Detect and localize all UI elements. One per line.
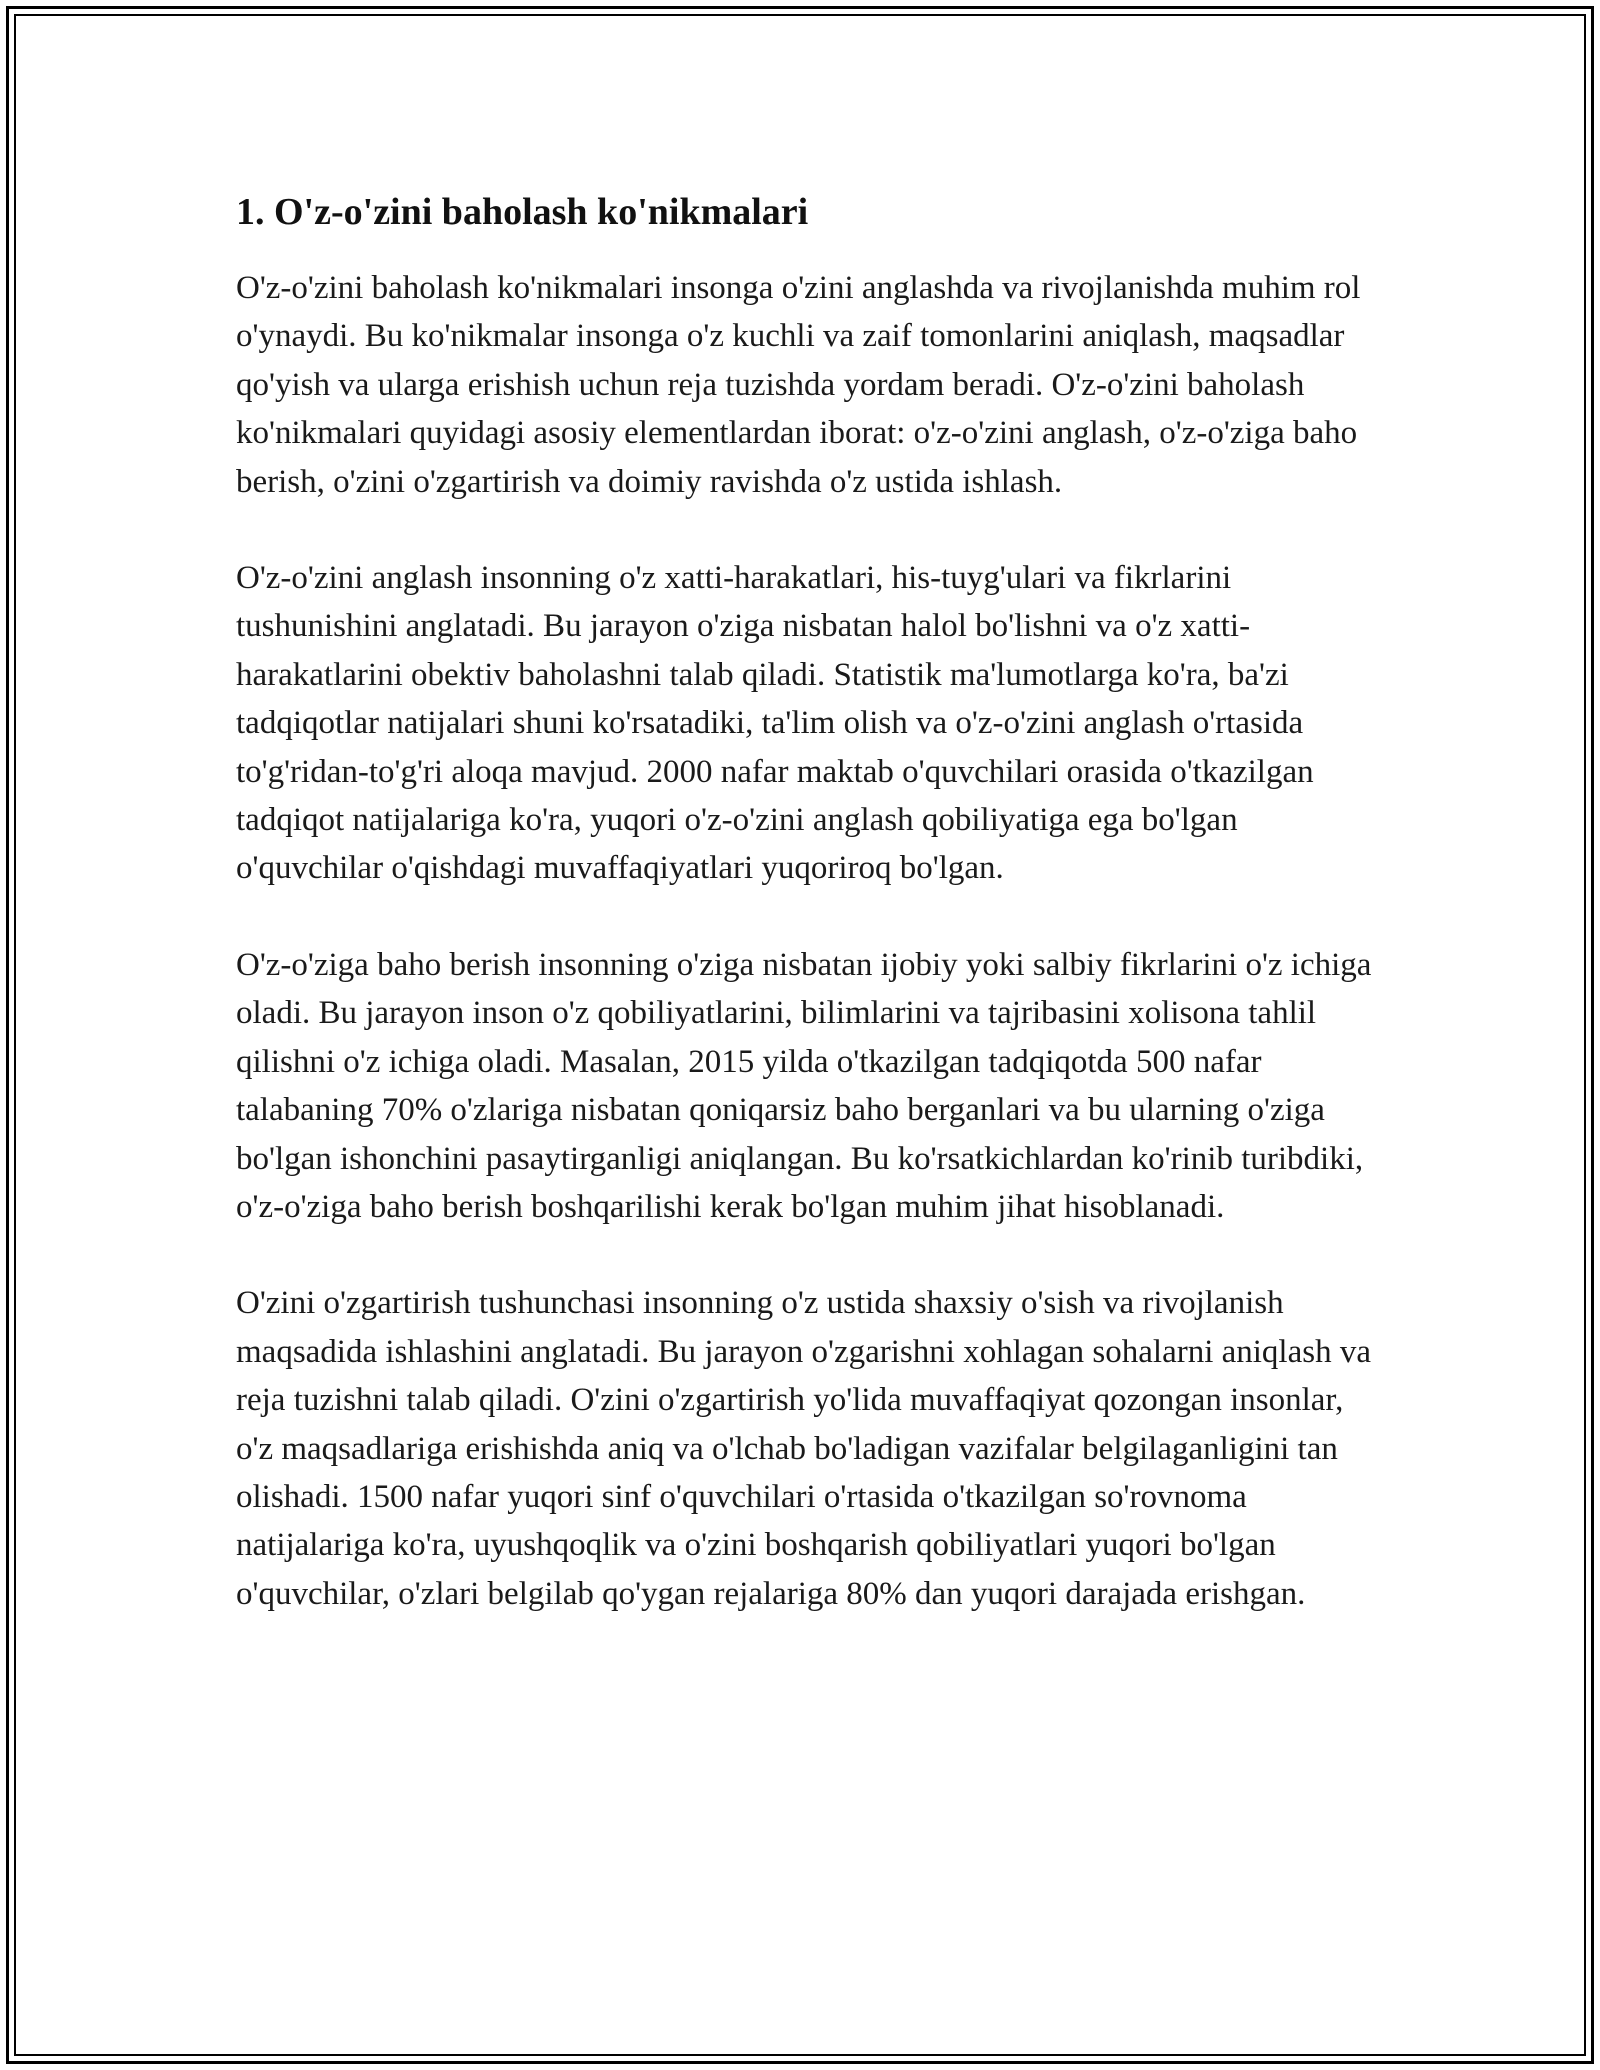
paragraph-self-change: O'zini o'zgartirish tushunchasi insonning o'z ustida shaxsiy o'sish va rivojlanish maqsadida ishlashini anglatadi. Bu jarayon o'zgarishni xohlagan sohalarni aniqlash va reja tuzishni talab qiladi. O'zini o'zgartirish yo'lida muvaffaqiyat qozongan insonlar, o'z maqsadlariga erishishda aniq va o'lchab bo'ladigan vazifalar belgilaganligini tan olishadi. 1500 nafar yuqori sinf o'quvchilari o'rtasida o'tkazilgan so'rovnoma natijalariga ko'ra, uyushqoqlik va o'zini boshqarish qobiliyatlari yuqori bo'lgan o'quvchilar, o'zlari belgilab qo'ygan rejalariga 80% dan yuqori darajada erishgan. [236,1285,1371,1612]
paragraph-self-evaluation: O'z-o'ziga baho berish insonning o'ziga nisbatan ijobiy yoki salbiy fikrlarini o'z ichiga oladi. Bu jarayon inson o'z qobiliyatlarini, bilimlarini va tajribasini xolisona tahlil qilishni o'z ichiga oladi. Masalan, 2015 yilda o'tkazilgan tadqiqotda 500 nafar talabaning 70% o'zlariga nisbatan qoniqarsiz baho berganlari va bu ularning o'ziga bo'lgan ishonchini pasaytirganligi aniqlangan. Bu ko'rsatkichlardan ko'rinib turibdiki, o'z-o'ziga baho berish boshqarilishi kerak bo'lgan muhim jihat hisoblanadi. [236,946,1372,1225]
section-heading: 1. O'z-o'zini baholash ko'nikmalari [236,191,809,233]
paragraph-intro: O'z-o'zini baholash ko'nikmalari insonga o'zini anglashda va rivojlanishda muhim rol o'ynaydi. Bu ko'nikmalar insonga o'z kuchli va zaif tomonlarini aniqlash, maqsadlar qo'yish va ularga erishish uchun reja tuzishda yordam beradi. O'z-o'zini baholash ko'nikmalari quyidagi asosiy elementlardan iborat: o'z-o'zini anglash, o'z-o'ziga baho berish, o'zini o'zgartirish va doimiy ravishda o'z ustida ishlash. [236,270,1361,500]
document-body [236,186,1376,1666]
paragraph-self-awareness: O'z-o'zini anglash insonning o'z xatti-harakatlari, his-tuyg'ulari va fikrlarini tushunishini anglatadi. Bu jarayon o'ziga nisbatan halol bo'lishni va o'z xatti-harakatlarini obektiv baholashni talab qiladi. Statistik ma'lumotlarga ko'ra, ba'zi tadqiqotlar natijalari shuni ko'rsatadiki, ta'lim olish va o'z-o'zini anglash o'rtasida to'g'ridan-to'g'ri aloqa mavjud. 2000 nafar maktab o'quvchilari orasida o'tkazilgan tadqiqot natijalariga ko'ra, yuqori o'z-o'zini anglash qobiliyatiga ega bo'lgan o'quvchilar o'qishdagi muvaffaqiyatlari yuqoriroq bo'lgan. [236,560,1314,887]
